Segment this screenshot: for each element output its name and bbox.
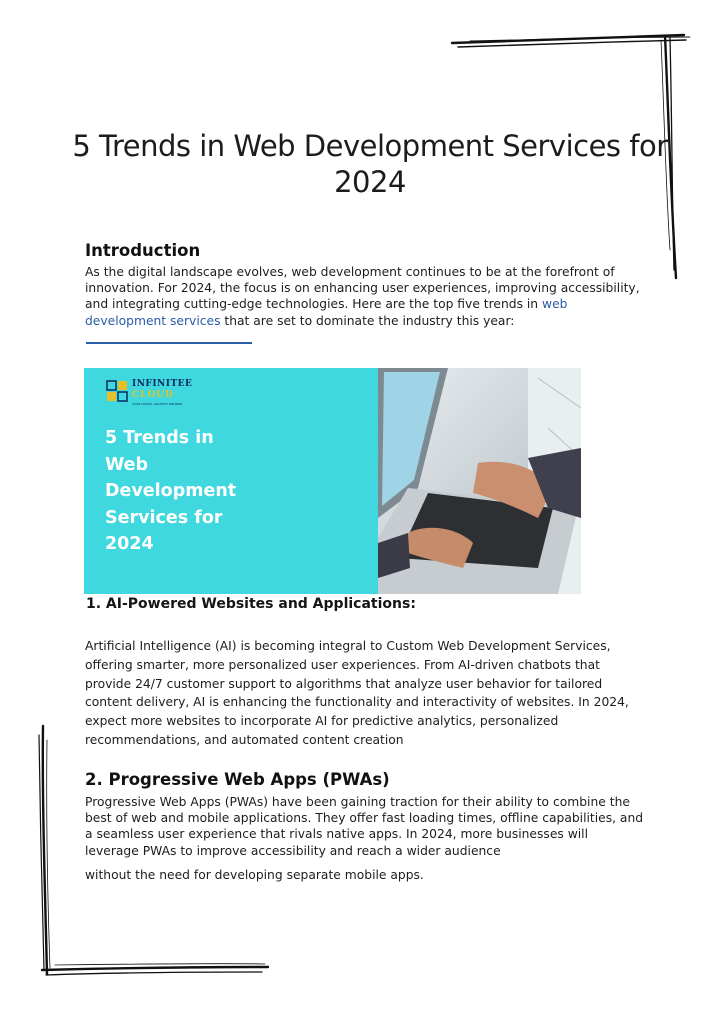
brand-sub: CLOUD	[132, 390, 174, 400]
intro-text-before-link: As the digital landscape evolves, web development continues to be at the forefront of innovation. For 2024, the focus is on enhancing user experiences, improving accessibility, and integrating cutting-edge technologies. Here are the top five trends in	[85, 265, 640, 312]
hero-headline: 5 Trends in Web Development Services for 2024	[105, 428, 237, 554]
link-underline-rule	[86, 342, 252, 344]
laptop-photo	[378, 368, 581, 594]
intro-text-after-link: that are set to dominate the industry this year:	[220, 313, 515, 328]
section-2-heading: 2. Progressive Web Apps (PWAs)	[85, 770, 390, 789]
brand-tagline: YOUR DIGITAL GROWTH PARTNER	[132, 402, 183, 406]
intro-heading: Introduction	[85, 241, 201, 260]
section-2-paragraph-continued: without the need for developing separate mobile apps.	[85, 868, 424, 882]
hero-image	[84, 368, 581, 594]
web-development-services-link[interactable]: web development services	[85, 297, 568, 328]
brand-name: INFINITEE	[132, 379, 193, 389]
page-title: 5 Trends in Web Development Services for 2024	[72, 129, 668, 199]
section-1-heading: 1. AI-Powered Websites and Applications:	[86, 596, 416, 612]
section-1-paragraph: Artificial Intelligence (AI) is becoming integral to Custom Web Development Services, offering smarter, more personalized user experiences. From AI-driven chatbots that provide 24/7 customer support to algorithms that analyze user behavior for tailored content delivery, AI is enhancing the functionality and interactivity of websites. In 2024, expect more websites to incorporate AI for predictive analytics, personalized recommendations, and automated content creation	[85, 639, 629, 747]
intro-paragraph	[85, 264, 645, 329]
brand-logo-icon	[106, 380, 130, 404]
brand-logo	[106, 378, 216, 410]
laptop-illustration	[378, 368, 581, 594]
section-2-paragraph: Progressive Web Apps (PWAs) have been gaining traction for their ability to combine the best of web and mobile applications. They offer fast loading times, offline capabilities, and a seamless user experience that rivals native apps. In 2024, more businesses will leverage PWAs to improve accessibility and reach a wider audience	[85, 795, 644, 858]
